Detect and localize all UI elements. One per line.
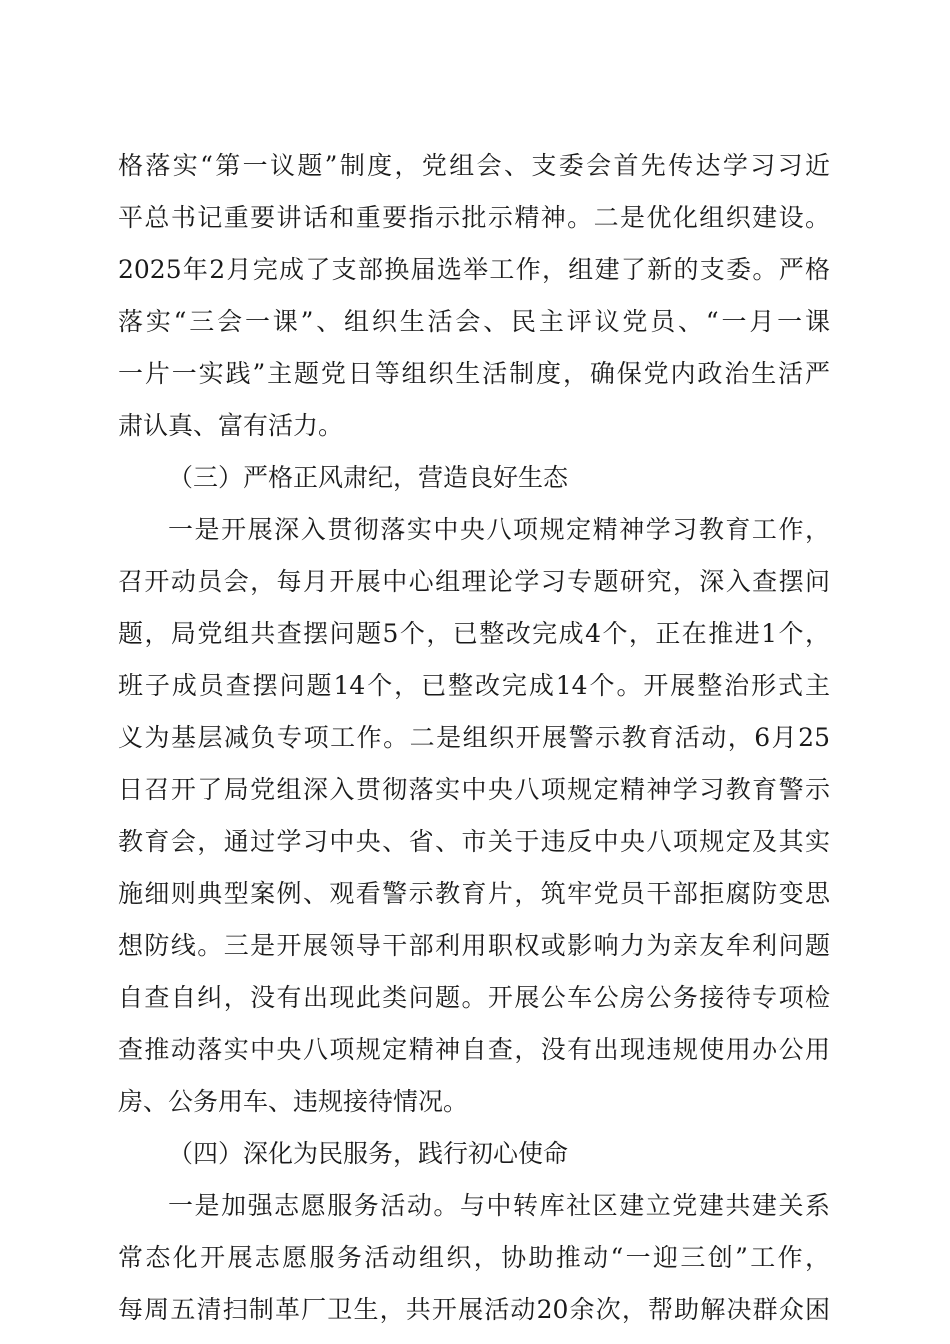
text-line: 义为基层减负专项工作。二是组织开展警示教育活动，6月25: [118, 723, 830, 752]
text-line: 日召开了局党组深入贯彻落实中央八项规定精神学习教育警示: [118, 775, 830, 804]
text-line: 施细则典型案例、观看警示教育片，筑牢党员干部拒腐防变思: [118, 879, 830, 908]
text-line: 肃认真、富有活力。: [118, 411, 344, 440]
text-line: 自查自纠，没有出现此类问题。开展公车公房公务接待专项检: [118, 983, 830, 1012]
text-line: 班子成员查摆问题14个，已整改完成14个。开展整治形式主: [118, 671, 830, 700]
paragraph: [118, 140, 830, 452]
text-line: 平总书记重要讲话和重要指示批示精神。二是优化组织建设。: [118, 203, 830, 232]
text-line: 常态化开展志愿服务活动组织，协助推动“一迎三创”工作，: [118, 1243, 830, 1272]
heading-text: （四）深化为民服务，践行初心使命: [168, 1139, 569, 1168]
text-line: 房、公务用车、违规接待情况。: [118, 1087, 469, 1116]
paragraph: [118, 1180, 830, 1336]
text-line: 教育会，通过学习中央、省、市关于违反中央八项规定及其实: [118, 827, 830, 856]
text-line: 召开动员会，每月开展中心组理论学习专题研究，深入查摆问: [118, 567, 830, 596]
document-page: [118, 140, 830, 1336]
paragraph: [118, 504, 830, 1128]
text-line: 落实“三会一课”、组织生活会、民主评议党员、“一月一课: [118, 307, 830, 336]
section-heading: [118, 1128, 830, 1180]
text-line: 格落实“第一议题”制度，党组会、支委会首先传达学习习近: [118, 151, 830, 180]
text-line: 每周五清扫制革厂卫生，共开展活动20余次，帮助解决群众困: [118, 1295, 830, 1324]
text-line: 查推动落实中央八项规定精神自查，没有出现违规使用办公用: [118, 1035, 830, 1064]
text-line: 一是开展深入贯彻落实中央八项规定精神学习教育工作，: [168, 515, 830, 544]
text-line: 想防线。三是开展领导干部利用职权或影响力为亲友牟利问题: [118, 931, 830, 960]
section-heading: [118, 452, 830, 504]
text-line: 一是加强志愿服务活动。与中转库社区建立党建共建关系: [168, 1191, 830, 1220]
text-line: 题，局党组共查摆问题5个，已整改完成4个，正在推进1个，: [118, 619, 830, 648]
text-line: 2025年2月完成了支部换届选举工作，组建了新的支委。严格: [118, 255, 830, 284]
text-line: 一片一实践”主题党日等组织生活制度，确保党内政治生活严: [118, 359, 830, 388]
heading-text: （三）严格正风肃纪，营造良好生态: [168, 463, 569, 492]
